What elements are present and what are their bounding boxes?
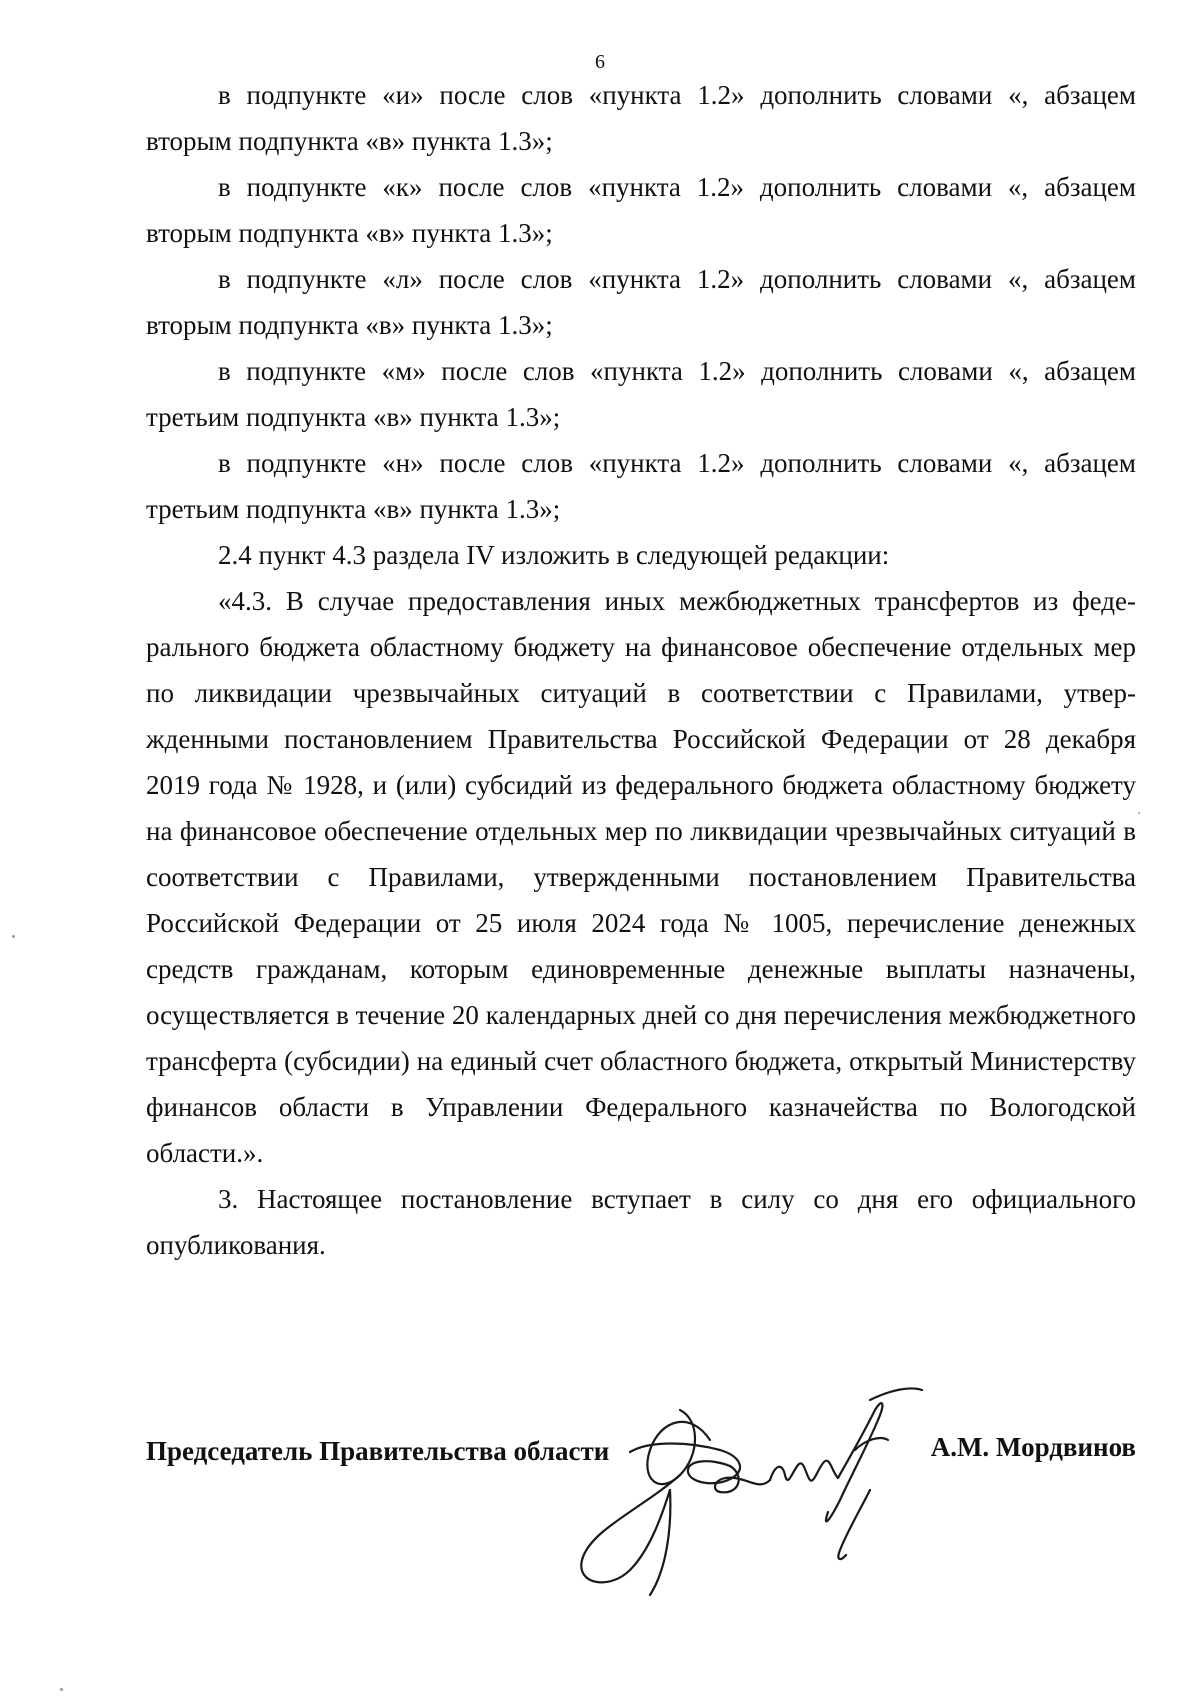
scan-speck	[12, 935, 15, 938]
paragraph: 2.4 пункт 4.3 раздела IV изложить в следующей редакции:	[218, 540, 890, 570]
paragraph: в подпункте «и» после слов «пункта 1.2» дополнить словами «, абзацем вторым подпункта «в» пункта 1.3»;	[146, 80, 1136, 156]
page-number: 6	[595, 51, 605, 73]
signer-title: Председатель Правительства области	[146, 1436, 610, 1466]
signer-name: А.М. Мордвинов	[930, 1432, 1136, 1462]
paragraph: «4.3. В случае предоставления иных межбюджетных трансфертов из федерального бюджета областному бюджету на финансовое обеспечение отдельных мер по ликвидации чрезвычайных ситуаций в соответствии с Правилами, утвержденными постановлением Правительства Российской Федерации от 28 декабря 2019 года № 1928, и (или) субсидий из федерального бюджета областному бюджету на финансовое обеспечение отдельных мер по ликвидации чрезвычайных ситуаций в соответствии с Правилами, утвержденными постановлением Правительства Российской Федерации от 25 июля 2024 года № 1005, перечисление денежных средств гражданам, которым единовременные денежные выплаты назначены, осуществляется в течение 20 календарных дней со дня перечисления межбюджетного трансферта (субсидии) на единый счет областного бюджета, открытый Министерству финансов области в Управлении Федерального казначейства по Вологодской области.».	[146, 586, 1136, 1168]
handwritten-signature	[570, 1380, 950, 1620]
paragraph: в подпункте «н» после слов «пункта 1.2» дополнить словами «, абзацем третьим подпункта «в» пункта 1.3»;	[146, 448, 1136, 524]
document-body	[146, 72, 1136, 1268]
scan-speck	[1138, 812, 1140, 814]
paragraph: в подпункте «л» после слов «пункта 1.2» дополнить словами «, абзацем вторым подпункта «в» пункта 1.3»;	[146, 264, 1136, 340]
paragraph: в подпункте «м» после слов «пункта 1.2» дополнить словами «, абзацем третьим подпункта «в» пункта 1.3»;	[146, 356, 1136, 432]
paragraph: 3. Настоящее постановление вступает в силу со дня его официального опубликования.	[146, 1184, 1136, 1260]
paragraph: в подпункте «к» после слов «пункта 1.2» дополнить словами «, абзацем вторым подпункта «в» пункта 1.3»;	[146, 172, 1136, 248]
scan-speck	[60, 1688, 63, 1691]
